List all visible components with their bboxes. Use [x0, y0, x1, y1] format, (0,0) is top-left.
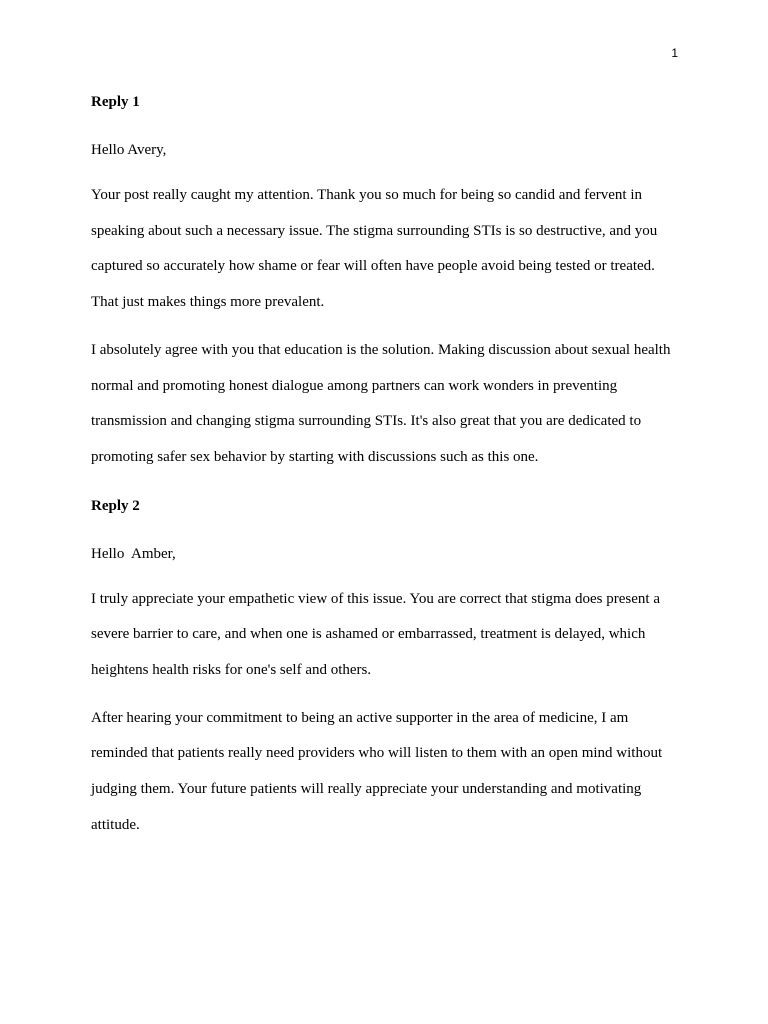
- page-number: 1: [671, 46, 678, 60]
- reply-1-paragraph-1: Your post really caught my attention. Thank you so much for being so candid and fervent in speaking about such a necessary issue. The stigma surrounding STIs is so destructive, and you captured so accurately how shame or fear will often have people avoid being tested or treated. That just makes things more prevalent.: [91, 187, 658, 311]
- reply-2-paragraph-2: After hearing your commitment to being an active supporter in the area of medicine, I am reminded that patients really need providers who will listen to them with an open mind without judging them. Your future patients will really appreciate your understanding and motivating attitude.: [91, 709, 663, 833]
- document-body: [91, 90, 681, 844]
- reply-2-heading: Reply 2: [91, 497, 140, 514]
- reply-1-heading: Reply 1: [91, 94, 140, 110]
- reply-1-greeting: Hello Avery,: [91, 142, 167, 158]
- reply-1-paragraph-2: I absolutely agree with you that education is the solution. Making discussion about sexual health normal and promoting honest dialogue among partners can work wonders in preventing transmission and changing stigma surrounding STIs. It's also great that you are dedicated to promoting safer sex behavior by starting with discussions such as this one.: [91, 341, 671, 465]
- reply-2-paragraph-1: I truly appreciate your empathetic view of this issue. You are correct that stigma does present a severe barrier to care, and when one is ashamed or embarrassed, treatment is delayed, which heightens health risks for one's self and others.: [91, 590, 660, 679]
- reply-2-greeting: Hello Amber,: [91, 545, 176, 562]
